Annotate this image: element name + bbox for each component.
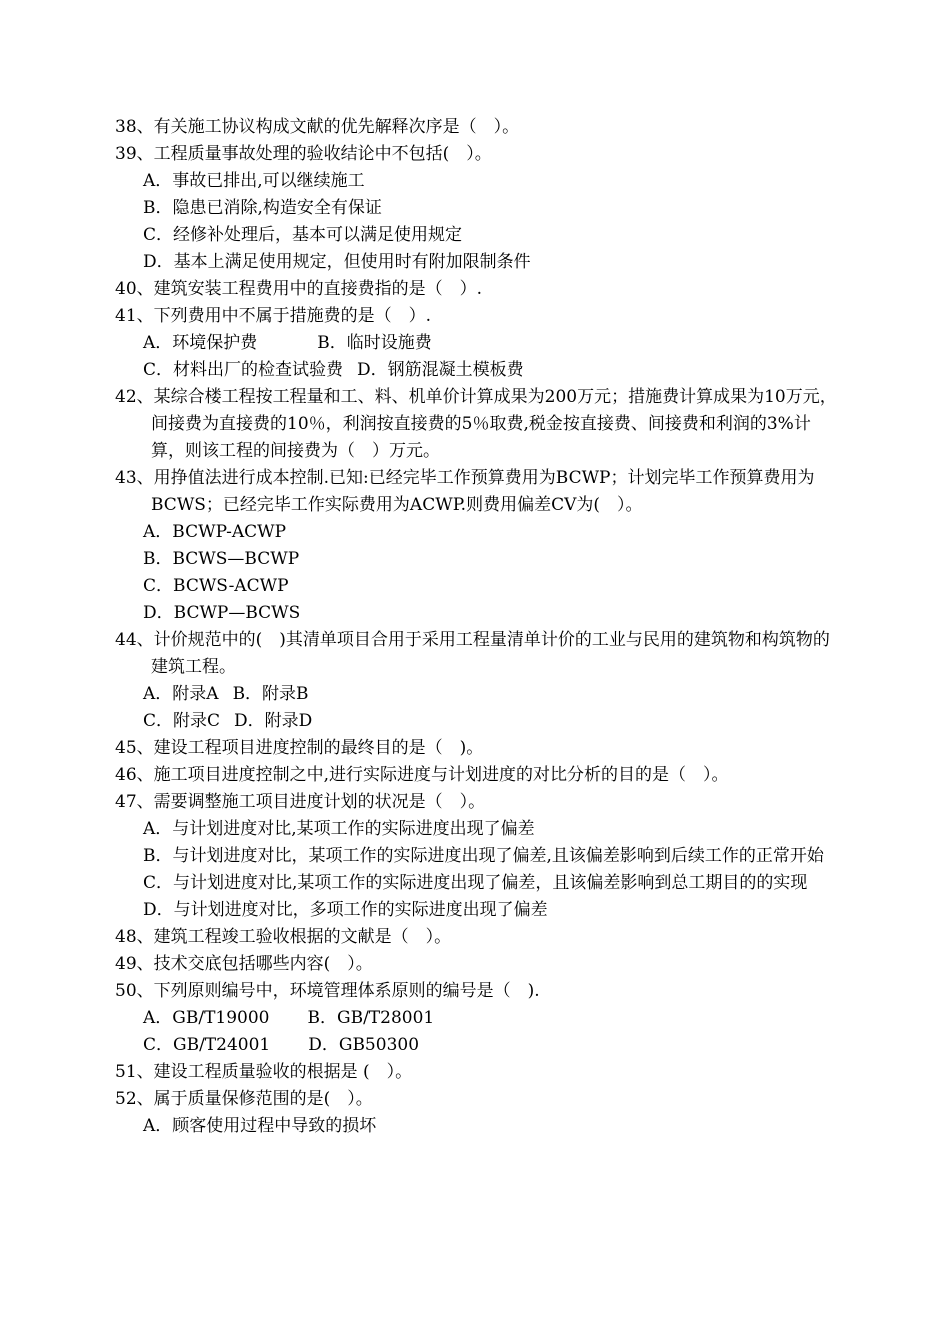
option-47-d: D．与计划进度对比，多项工作的实际进度出现了偏差 <box>143 900 548 920</box>
question-list <box>115 114 841 1140</box>
question-47: 47、需要调整施工项目进度计划的状况是（ ）。 <box>115 792 486 812</box>
question-38: 38、有关施工协议构成文献的优先解释次序是（ ）。 <box>115 117 520 137</box>
option-43-a: A．BCWP-ACWP <box>143 522 287 542</box>
option-row-50-1 <box>115 1005 841 1032</box>
option-43-d: D．BCWP—BCWS <box>143 603 301 623</box>
question-51: 51、建设工程质量验收的根据是 ( ）。 <box>115 1062 413 1082</box>
question-41: 41、下列费用中不属于措施费的是（ ）. <box>115 306 432 326</box>
option-50-d: D．GB50300 <box>308 1035 420 1055</box>
option-47-b: B．与计划进度对比，某项工作的实际进度出现了偏差,且该偏差影响到后续工作的正常开始 <box>143 846 824 866</box>
option-44-d: D．附录D <box>234 711 313 731</box>
option-43-c: C．BCWS-ACWP <box>143 576 289 596</box>
option-39-c: C．经修补处理后，基本可以满足使用规定 <box>143 225 463 245</box>
option-50-b: B．GB/T28001 <box>307 1008 435 1028</box>
question-42: 42、某综合楼工程按工程量和工、料、机单价计算成果为200万元；措施费计算成果为10万元，间接费为直接费的10％，利润按直接费的5％取费,税金按直接费、间接费和利润的3%计算，则该工程的间接费为（ ）万元。 <box>115 387 837 461</box>
question-45: 45、建设工程项目进度控制的最终目的是（ )。 <box>115 738 484 758</box>
option-47-c: C．与计划进度对比,某项工作的实际进度出现了偏差，且该偏差影响到总工期目的的实现 <box>143 873 808 893</box>
option-44-c: C．附录C <box>143 711 221 731</box>
option-39-d: D．基本上满足使用规定，但使用时有附加限制条件 <box>143 252 531 272</box>
option-row-41-2 <box>115 357 841 384</box>
question-49: 49、技术交底包括哪些内容( ）。 <box>115 954 373 974</box>
option-50-c: C．GB/T24001 <box>143 1035 271 1055</box>
option-43-b: B．BCWS—BCWP <box>143 549 300 569</box>
option-row-44-1 <box>115 681 841 708</box>
option-41-b: B．临时设施费 <box>317 333 432 353</box>
option-50-a: A．GB/T19000 <box>143 1008 270 1028</box>
option-44-a: A．附录A <box>143 684 219 704</box>
option-52-a: A．顾客使用过程中导致的损坏 <box>143 1116 377 1136</box>
option-row-44-2 <box>115 708 841 735</box>
option-39-a: A．事故已排出,可以继续施工 <box>143 171 365 191</box>
option-47-a: A．与计划进度对比,某项工作的实际进度出现了偏差 <box>143 819 535 839</box>
option-row-41-1 <box>115 330 841 357</box>
question-46: 46、施工项目进度控制之中,进行实际进度与计划进度的对比分析的目的是（ ）。 <box>115 765 729 785</box>
option-41-a: A．环境保护费 <box>143 333 258 353</box>
question-39: 39、工程质量事故处理的验收结论中不包括( ）。 <box>115 144 492 164</box>
question-48: 48、建筑工程竣工验收根据的文献是（ ）。 <box>115 927 452 947</box>
question-50: 50、下列原则编号中，环境管理体系原则的编号是（ ). <box>115 981 540 1001</box>
question-44: 44、计价规范中的( )其清单项目合用于采用工程量清单计价的工业与民用的建筑物和构筑物的建筑工程。 <box>115 630 830 677</box>
option-row-50-2 <box>115 1032 841 1059</box>
option-39-b: B．隐患已消除,构造安全有保证 <box>143 198 382 218</box>
option-44-b: B．附录B <box>232 684 309 704</box>
question-40: 40、建筑安装工程费用中的直接费指的是（ ）. <box>115 279 483 299</box>
question-43: 43、用挣值法进行成本控制.已知:已经完毕工作预算费用为BCWP；计划完毕工作预算费用为BCWS；已经完毕工作实际费用为ACWP.则费用偏差CV为( ）。 <box>115 468 815 515</box>
question-52: 52、属于质量保修范围的是( ）。 <box>115 1089 373 1109</box>
option-41-d: D．钢筋混凝土模板费 <box>357 360 524 380</box>
option-41-c: C．材料出厂的检查试验费 <box>143 360 344 380</box>
